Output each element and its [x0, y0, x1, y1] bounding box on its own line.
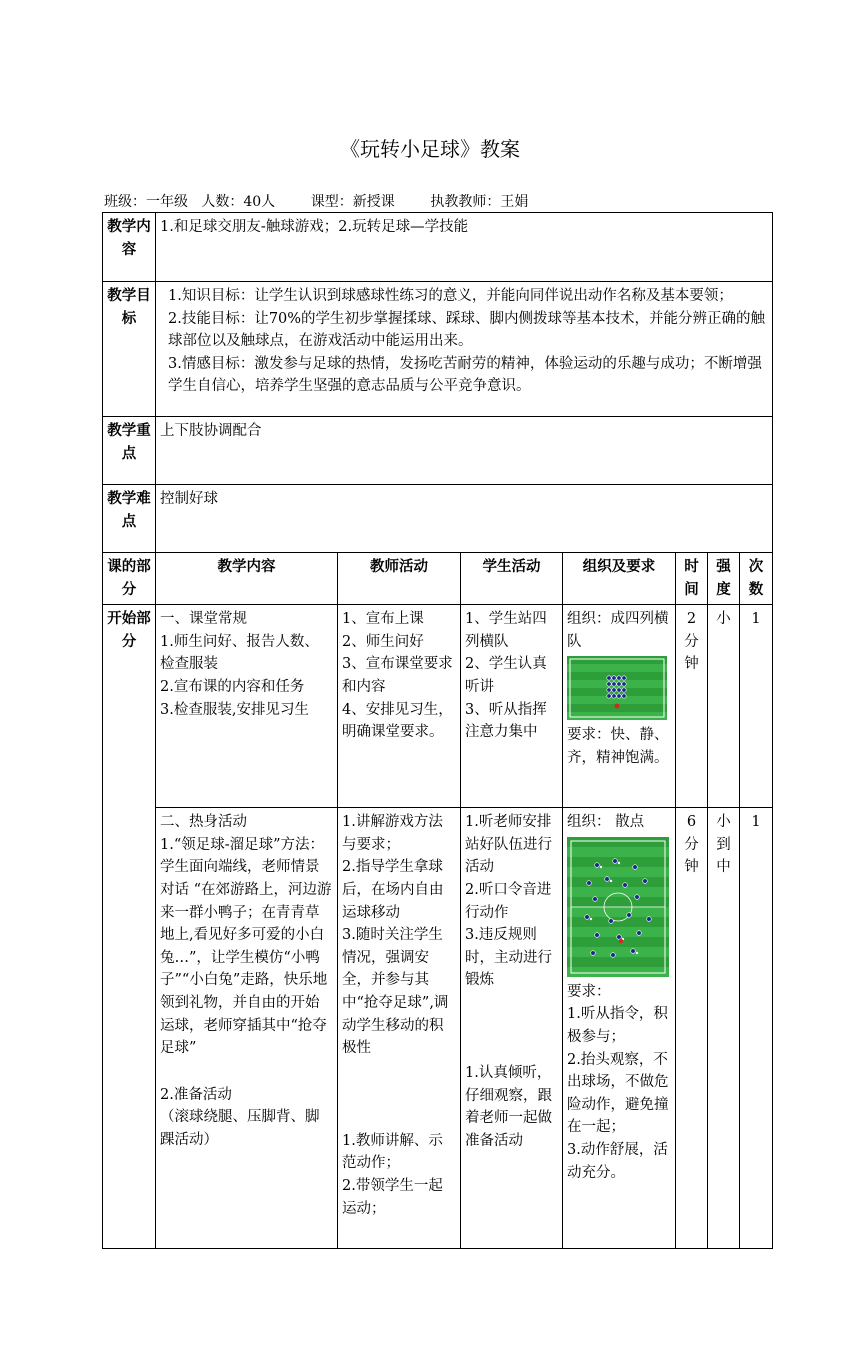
teacher-name: 执教教师：王娟 — [430, 194, 529, 210]
routine-intensity: 小 — [708, 605, 740, 808]
difficult-point-text: 控制好球 — [156, 485, 773, 553]
routine-student: 1、学生站四列横队 2、学生认真听讲 3、听从指挥注意力集中 — [461, 605, 563, 808]
warmup-org: 组织： 散点 要求： 1.听从指令，积极参与； 2.抬头观察，不出球场，不做危险动作，避免撞在一起； 3.动作舒展，活动充分。 — [563, 808, 676, 1249]
teaching-goals-text — [156, 282, 773, 417]
label-key-point: 教学重点 — [103, 417, 156, 485]
label-teaching-goals: 教学目标 — [103, 282, 156, 417]
scatter-field-image — [567, 837, 669, 977]
routine-content: 一、课堂常规 1.师生问好、报告人数、检查服装 2.宣布课的内容和任务 3.检查服装,安排见习生 — [156, 605, 338, 808]
lesson-plan-table — [102, 212, 773, 1249]
goal-knowledge: 1.知识目标：让学生认识到球感球性练习的意义，并能向同伴说出动作名称及基本要领； — [168, 288, 733, 304]
label-teaching-content: 教学内容 — [103, 213, 156, 282]
teaching-content-text: 1.和足球交朋友-触球游戏；2.玩转足球—学技能 — [156, 213, 773, 282]
warmup-content: 二、热身活动 1.“领足球-溜足球”方法：学生面向端线，老师情景对话 “在郊游路上，河边游来一群小鸭子；在青青草地上,看见好多可爱的小白兔…”，让学生模仿“小鸭子”“小白兔”走路，快乐地领到礼物，并自由的开始运球，老师穿插其中“抢夺足球” 2.准备活动 （滚球绕腿、压脚背、脚踝活动） — [156, 808, 338, 1249]
routine-times: 1 — [740, 605, 773, 808]
warmup-student: 1.听老师安排站好队伍进行活动 2.听口令音进行动作 3.违反规则时，主动进行锻炼 1.认真倾听，仔细观察，跟着老师一起做准备活动 — [461, 808, 563, 1249]
class-grade: 班级：一年级 — [104, 194, 188, 210]
header-row — [103, 553, 773, 605]
routine-time: 2分钟 — [676, 605, 708, 808]
row-difficult-point — [103, 485, 773, 553]
page-title: 《玩转小足球》教案 — [340, 137, 520, 161]
key-point-text: 上下肢协调配合 — [156, 417, 773, 485]
header-content: 教学内容 — [156, 553, 338, 605]
header-part: 课的部分 — [103, 553, 156, 605]
warmup-intensity: 小到中 — [708, 808, 740, 1249]
warmup-time: 6分钟 — [676, 808, 708, 1249]
header-intensity: 强度 — [708, 553, 740, 605]
goal-skill: 2.技能目标：让70%的学生初步掌握揉球、踩球、脚内侧拨球等基本技术，并能分辨正确的触球部位以及触球点，在游戏活动中能运用出来。 — [168, 310, 766, 350]
goal-emotion: 3.情感目标：激发参与足球的热情，发扬吃苦耐劳的精神，体验运动的乐趣与成功；不断增强学生自信心，培养学生坚强的意志品质与公平竞争意识。 — [168, 355, 762, 395]
label-difficult-point: 教学难点 — [103, 485, 156, 553]
warmup-times: 1 — [740, 808, 773, 1249]
header-times: 次数 — [740, 553, 773, 605]
header-student: 学生活动 — [461, 553, 563, 605]
row-classroom-routine — [103, 605, 773, 808]
formation-field-image — [567, 656, 667, 720]
header-org: 组织及要求 — [563, 553, 676, 605]
routine-teacher: 1、宣布上课 2、师生问好 3、宣布课堂要求和内容 4、安排见习生，明确课堂要求。 — [338, 605, 461, 808]
routine-org: 组织：成四列横队 要求：快、静、齐，精神饱满。 — [563, 605, 676, 808]
row-teaching-goals — [103, 282, 773, 417]
row-key-point — [103, 417, 773, 485]
lesson-type: 课型：新授课 — [310, 194, 395, 210]
row-teaching-content — [103, 213, 773, 282]
header-teacher: 教师活动 — [338, 553, 461, 605]
section-start-label: 开始部分 — [103, 605, 156, 1249]
header-time: 时间 — [676, 553, 708, 605]
class-info — [104, 191, 528, 211]
warmup-teacher: 1.讲解游戏方法与要求； 2.指导学生拿球后，在场内自由运球移动 3.随时关注学生情况，强调安全，并参与其中“抢夺足球”,调动学生移动的积极性 1.教师讲解、示范动作； 2.带领学生一起运动； — [338, 808, 461, 1249]
student-count: 人数：40人 — [201, 194, 276, 210]
row-warmup — [103, 808, 773, 1249]
